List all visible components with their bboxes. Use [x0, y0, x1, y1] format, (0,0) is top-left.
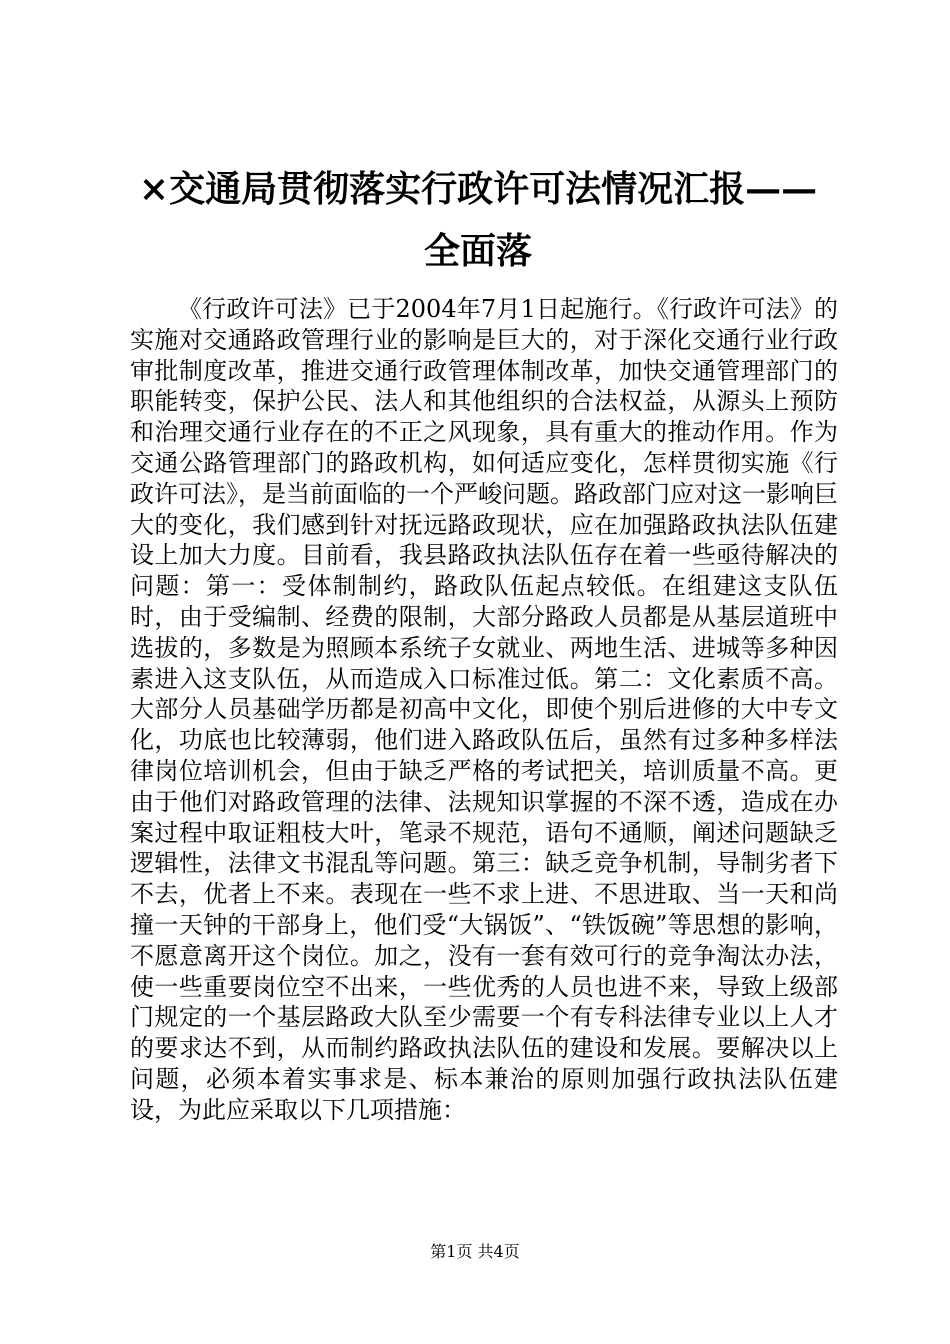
body-paragraph: 《行政许可法》已于2004年7月1日起施行。《行政许可法》的实施对交通路政管理行业的影响是巨大的，对于深化交通行业行政审批制度改革，推进交通行政管理体制改革，加快交通管理部门的职能转变，保护公民、法人和其他组织的合法权益，从源头上预防和治理交通行业存在的不正之风现象，具有重大的推动作用。作为交通公路管理部门的路政机构，如何适应变化，怎样贯彻实施《行政许可法》，是当前面临的一个严峻问题。路政部门应对这一影响巨大的变化，我们感到针对抚远路政现状，应在加强路政执法队伍建设上加大力度。目前看，我县路政执法队伍存在着一些亟待解决的问题：第一：受体制制约，路政队伍起点较低。在组建这支队伍时，由于受编制、经费的限制，大部分路政人员都是从基层道班中选拔的，多数是为照顾本系统子女就业、两地生活、进城等多种因素进入这支队伍，从而造成入口标准过低。第二：文化素质不高。大部分人员基础学历都是初高中文化，即使个别后进修的大中专文化，功底也比较薄弱，他们进入路政队伍后，虽然有过多种多样法律岗位培训机会，但由于缺乏严格的考试把关，培训质量不高。更由于他们对路政管理的法律、法规知识掌握的不深不透，造成在办案过程中取证粗枝大叶，笔录不规范，语句不通顺，阐述问题缺乏逻辑性，法律文书混乱等问题。第三：缺乏竞争机制，导制劣者下不去，优者上不来。表现在一些不求上进、不思进取、当一天和尚撞一天钟的干部身上，他们受“大锅饭”、“铁饭碗”等思想的影响，不愿意离开这个岗位。加之，没有一套有效可行的竞争淘汰办法，使一些重要岗位空不出来，一些优秀的人员也进不来，导致上级部门规定的一个基层路政大队至少需要一个有专科法律专业以上人才的要求达不到，从而制约路政执法队伍的建设和发展。要解决以上问题，必须本着实事求是、标本兼治的原则加强行政执法队伍建设，为此应采取以下几项措施：	[130, 295, 838, 1124]
page-number-footer: 第1页 共4页	[430, 1242, 520, 1261]
document-title: ×交通局贯彻落实行政许可法情况汇报——全面落	[138, 168, 818, 272]
